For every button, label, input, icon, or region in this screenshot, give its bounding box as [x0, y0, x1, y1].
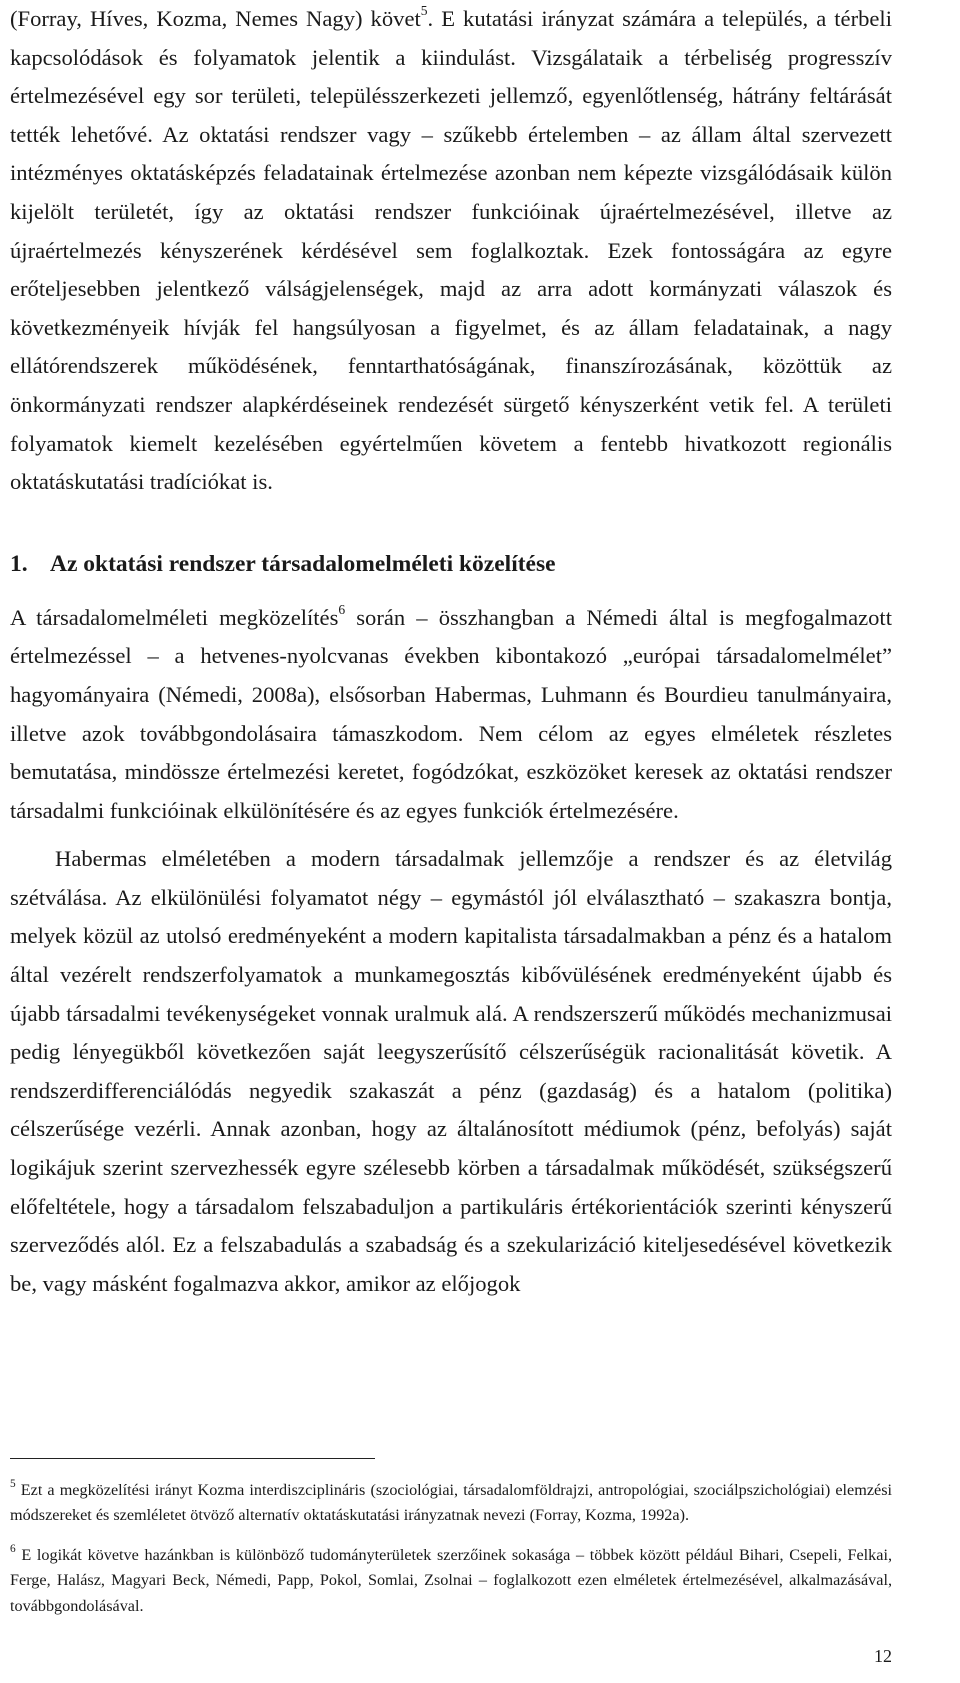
- paragraph-habermas: Habermas elméletében a modern társadalmak jellemzője a rendszer és az életvilág szétválása. Az elkülönülési folyamatot négy – egymástól jól elválasztható – szakaszra bontja, melyek közül az utolsó eredményeként a modern kapitalista társadalmakban a pénz és a hatalom által vezérelt rendszerfolyamatok a munkamegosztás kibővülésének eredményeként újabb és újabb társadalmi tevékenységeket vonnak uralmuk alá. A rendszerszerű működés mechanizmusai pedig lényegükből következően saját leegyszerűsítő célszerűségük racionalitását követik. A rendszerdifferenciálódás negyedik szakaszát a pénz (gazdaság) és a hatalom (politika) célszerűsége vezérli. Annak azonban, hogy az általánosított médiumok (pénz, befolyás) saját logikájuk szerint szervezhessék egyre szélesebb körben a társadalmak működését, szükségszerű előfeltétele, hogy a társadalom felszabaduljon a partikuláris értékorientációk szerinti kényszerű szerveződés alól. Ez a felszabadulás a szabadság és a szekularizáció kiteljesedésével következik be, vagy másként fogalmazva akkor, amikor az előjogok: [10, 846, 892, 1296]
- footnote-ref-5[interactable]: 5: [420, 3, 428, 19]
- section-title: Az oktatási rendszer társadalomelméleti közelítése: [50, 550, 556, 577]
- footnotes-section: [10, 1478, 892, 1633]
- footnote-marker: 6: [10, 1542, 16, 1555]
- section-heading: [10, 545, 892, 583]
- footnote-marker: 5: [10, 1477, 16, 1490]
- paragraph-intro-rest: . E kutatási irányzat számára a település, a térbeli kapcsolódások és folyamatok jelentik a kiindulást. Vizsgálataik a térbeliség progresszív értelmezésével egy sor területi, településszerkezeti jellemző, egyenlőtlenség, hátrány feltárását tették lehetővé. Az oktatási rendszer vagy – szűkebb értelemben – az állam által szervezett intézményes oktatásképzés feladatainak értelmezése azonban nem képezte vizsgálódásaik külön kijelölt területét, így az oktatási rendszer funkcióinak újraértelmezésével, illetve az újraértelmezés kényszerének kérdésével sem foglalkoztak. Ezek fontosságára az egyre erőteljesebben jelentkező válságjelenségek, majd az arra adott kormányzati válaszok és következményeik hívják fel hangsúlyosan a figyelmet, és az állam feladatainak, a nagy ellátórendszerek működésének, fenntarthatóságának, finanszírozásának, közöttük az önkormányzati rendszer alapkérdéseinek rendezését sürgető kényszerként vetik fel. A területi folyamatok kiemelt kezelésében egyértelműen követem a fentebb hivatkozott regionális oktatáskutatási tradíciókat is.: [10, 6, 892, 495]
- paragraph-approach: [10, 599, 892, 831]
- footnote-text: Ezt a megközelítési irányt Kozma interdiszciplináris (szociológiai, társadalomföldrajzi, antropológiai, szociálpszichológiai) elemzési módszereket és szemléletet ötvöző alternatív oktatáskutatási irányzatnak nevezi (Forray, Kozma, 1992a).: [10, 1481, 892, 1525]
- section-number: 1.: [10, 550, 28, 577]
- page-content: [10, 0, 892, 1303]
- paragraph-approach-start: A társadalomelméleti megközelítés: [10, 604, 339, 630]
- footnote-ref-6[interactable]: 6: [338, 602, 346, 618]
- paragraph-intro-text: (Forray, Híves, Kozma, Nemes Nagy) követ: [10, 6, 421, 31]
- paragraph-intro: [10, 0, 892, 502]
- footnote-divider: [10, 1458, 375, 1459]
- footnote-5: [10, 1478, 892, 1529]
- footnote-text: E logikát követve hazánkban is különböző tudományterületek szerzőinek sokasága – többek között például Bihari, Csepeli, Felkai, Ferge, Halász, Magyari Beck, Némedi, Papp, Pokol, Somlai, Zsolnai – foglalkozott ezen elméletek értelmezésével, alkalmazásával, továbbgondolásával.: [10, 1545, 892, 1615]
- page-number: 12: [874, 1646, 892, 1666]
- paragraph-approach-rest: során – összhangban a Némedi által is megfogalmazott értelmezéssel – a hetvenes-nyolcvanas években kibontakozó „európai társadalomelmélet” hagyományaira (Némedi, 2008a), elsősorban Habermas, Luhmann és Bourdieu tanulmányaira, illetve azok továbbgondolásaira támaszkodom. Nem célom az egyes elméletek részletes bemutatása, mindössze értelmezési keretet, fogódzókat, eszközöket keresek az oktatási rendszer társadalmi funkcióinak elkülönítésére és az egyes funkciók értelmezésére.: [10, 604, 892, 823]
- footnote-6: [10, 1543, 892, 1619]
